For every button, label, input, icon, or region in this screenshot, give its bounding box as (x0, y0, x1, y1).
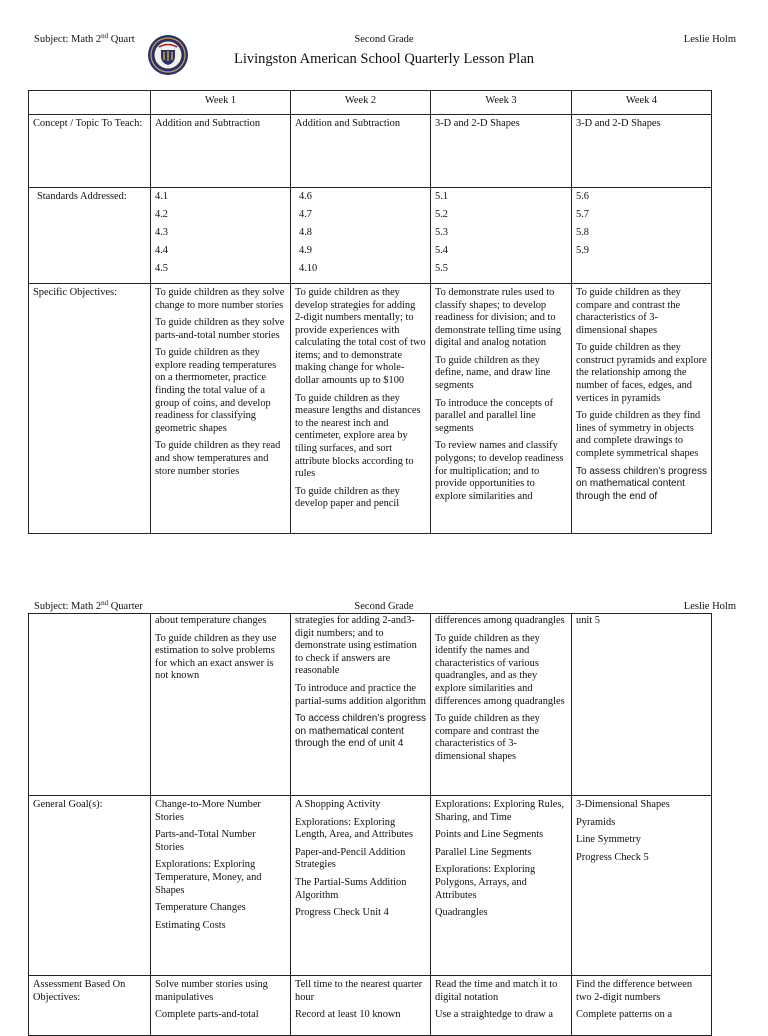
standard-code: 4.3 (155, 226, 168, 238)
objective-item: To guide children as they develop paper and pencil (295, 485, 400, 510)
week-header: Week 2 (291, 91, 431, 115)
objective-item: To guide children as they construct pyramids and explore the relationship among the number of faces, edges, and vertices in pyramids (576, 342, 707, 404)
goals-cell (151, 796, 291, 976)
standard-code: 4.9 (299, 244, 312, 256)
objectives-cell (431, 614, 572, 796)
document-title: Livingston American School Quarterly Lesson Plan (233, 51, 535, 67)
objective-item: To guide children as they use estimation to solve problems for which an exact answer is not known (155, 632, 277, 682)
standards-row (29, 188, 712, 284)
goal-item: Change-to-More Number Stories (155, 799, 261, 823)
objective-item: To access children’s progress on mathematical content through the end of unit 4 (295, 713, 426, 750)
standard-code: 4.4 (155, 244, 168, 256)
standard-code: 5.5 (435, 262, 448, 274)
assessment-cell (151, 976, 291, 1036)
assessment-item: Complete parts-and-total (155, 1009, 259, 1021)
goals-cell (572, 796, 712, 976)
objectives-cell (572, 614, 712, 796)
assessment-cell (431, 976, 572, 1036)
standard-code: 5.1 (435, 191, 448, 202)
goal-item: Line Symmetry (576, 834, 641, 846)
concept-cell: 3-D and 2-D Shapes (572, 115, 712, 188)
objective-item: about temperature changes (155, 615, 267, 626)
goal-item: Temperature Changes (155, 902, 246, 914)
week-header: Week 1 (151, 91, 291, 115)
goal-item: Estimating Costs (155, 919, 226, 931)
objective-item: To guide children as they identify the names and characteristics of various quadrangles, and as they explore similarities and differences among quadrangles (435, 632, 565, 707)
objectives-cell (151, 614, 291, 796)
objective-item: To assess children’s progress on mathematical content through the end of (576, 465, 707, 502)
standard-code: 5.9 (576, 244, 589, 256)
objective-item: To guide children as they solve parts-and-total number stories (155, 317, 285, 341)
lesson-plan-table-page1 (28, 90, 712, 534)
goal-item: Explorations: Exploring Rules, Sharing, and Time (435, 799, 565, 823)
standard-code: 4.10 (299, 262, 318, 274)
objective-item: To guide children as they measure lengths and distances to the nearest inch and centimeter, explore area by tiling surfaces, and sort attribute blocks according to rules (295, 392, 421, 480)
assessment-cell (572, 976, 712, 1036)
objective-item: To guide children as they define, name, and draw line segments (435, 354, 551, 392)
teacher-name: Leslie Holm (683, 34, 736, 45)
objective-item: To guide children as they solve change to more number stories (155, 286, 285, 311)
objectives-cell (291, 614, 431, 796)
goal-item: Progress Check Unit 4 (295, 907, 389, 919)
standard-code: 4.7 (299, 208, 312, 220)
standards-cell (291, 188, 431, 284)
grade-label: Second Grade (354, 34, 414, 45)
objectives-continued-row (29, 614, 712, 796)
objectives-row (29, 283, 712, 533)
row-label: Standards Addressed: (29, 188, 151, 284)
corner-cell (29, 91, 151, 115)
assessment-cell (291, 976, 431, 1036)
objective-item: To review names and classify polygons; to develop readiness for multiplication; and to provide opportunities to explore similarities and (435, 440, 564, 502)
goals-cell (291, 796, 431, 976)
standards-cell (572, 188, 712, 284)
concept-cell: Addition and Subtraction (151, 115, 291, 188)
week-header: Week 4 (572, 91, 712, 115)
objective-item: To demonstrate rules used to classify shapes; to develop readiness for division; and to demonstrate telling time using digital and analog notation (435, 286, 562, 349)
assessment-item: Find the difference between two 2-digit numbers (576, 979, 693, 1003)
goal-item: The Partial-Sums Addition Algorithm (295, 876, 407, 901)
standard-code: 4.5 (155, 262, 168, 274)
objective-item: To guide children as they develop strategies for adding 2-digit numbers mentally; to provide experiences with calculating the total cost of two items; and to demonstrate making change for whole-dollar amounts up to $100 (295, 286, 426, 387)
standard-code: 5.3 (435, 226, 448, 238)
objectives-cell (151, 283, 291, 533)
objective-item: To guide children as they read and show temperatures and store number stories (155, 440, 281, 477)
objective-item: differences among quadrangles (435, 615, 565, 626)
assessment-row (29, 976, 712, 1036)
week-header-row (29, 91, 712, 115)
concept-cell: 3-D and 2-D Shapes (431, 115, 572, 188)
lesson-plan-table-page2 (28, 613, 712, 1036)
goal-item: Progress Check 5 (576, 851, 649, 863)
concept-row (29, 115, 712, 188)
goal-item: Explorations: Exploring Length, Area, and Attributes (295, 816, 414, 841)
row-label-empty (29, 614, 151, 796)
subject-label: Subject: Math 2nd Quart (34, 32, 135, 45)
row-label: Specific Objectives: (29, 283, 151, 533)
objectives-cell (431, 283, 572, 533)
standard-code: 4.6 (299, 191, 312, 202)
concept-cell: Addition and Subtraction (291, 115, 431, 188)
assessment-item: Solve number stories using manipulatives (155, 979, 268, 1003)
teacher-name: Leslie Holm (683, 601, 736, 612)
goal-item: Paper-and-Pencil Addition Strategies (295, 846, 406, 871)
row-label: Assessment Based On Objectives: (29, 976, 151, 1036)
goal-item: Explorations: Exploring Polygons, Arrays, and Attributes (435, 864, 536, 901)
goal-item: Quadrangles (435, 907, 488, 919)
objective-item: To guide children as they compare and contrast the characteristics of 3-dimensional shapes (435, 713, 540, 762)
standard-code: 5.6 (576, 191, 589, 202)
goal-item: Parallel Line Segments (435, 846, 532, 858)
goal-item: A Shopping Activity (295, 799, 381, 810)
row-label: General Goal(s): (29, 796, 151, 976)
assessment-item: Record at least 10 known (295, 1009, 401, 1021)
assessment-item: Read the time and match it to digital notation (435, 979, 558, 1003)
goal-item: Points and Line Segments (435, 829, 544, 841)
standard-code: 5.7 (576, 208, 589, 220)
objective-item: To guide children as they explore reading temperatures on a thermometer, practice finding the total value of a group of coins, and develop readiness for classifying geometric shapes (155, 347, 277, 434)
objective-item: strategies for adding 2-and3-digit numbers; and to demonstrate using estimation to check if answers are reasonable (295, 615, 417, 677)
standards-cell (431, 188, 572, 284)
standard-code: 5.4 (435, 244, 448, 256)
assessment-item: Use a straightedge to draw a (435, 1009, 554, 1021)
standard-code: 5.8 (576, 226, 589, 238)
objective-item: To guide children as they compare and contrast the characteristics of 3-dimensional shapes (576, 286, 681, 336)
standard-code: 5.2 (435, 208, 448, 220)
goals-row (29, 796, 712, 976)
goals-cell (431, 796, 572, 976)
grade-label: Second Grade (354, 601, 414, 612)
objectives-cell (572, 283, 712, 533)
standard-code: 4.2 (155, 208, 168, 220)
objective-item: unit 5 (576, 615, 600, 626)
standard-code: 4.8 (299, 226, 312, 238)
goal-item: 3-Dimensional Shapes (576, 799, 670, 810)
assessment-item: Complete patterns on a (576, 1009, 673, 1021)
objective-item: To guide children as they find lines of symmetry in objects and complete drawings to complete symmetrical shapes (576, 410, 701, 460)
objective-item: To introduce the concepts of parallel and parallel line segments (435, 397, 554, 434)
row-label: Concept / Topic To Teach: (29, 115, 151, 188)
goal-item: Explorations: Exploring Temperature, Money, and Shapes (155, 859, 262, 896)
objectives-cell (291, 283, 431, 533)
goal-item: Parts-and-Total Number Stories (155, 829, 256, 853)
objective-item: To introduce and practice the partial-sums addition algorithm (295, 682, 427, 707)
assessment-item: Tell time to the nearest quarter hour (295, 979, 423, 1003)
goal-item: Pyramids (576, 816, 616, 828)
standard-code: 4.1 (155, 191, 168, 202)
standards-cell (151, 188, 291, 284)
week-header: Week 3 (431, 91, 572, 115)
subject-label: Subject: Math 2nd Quarter (34, 599, 143, 612)
